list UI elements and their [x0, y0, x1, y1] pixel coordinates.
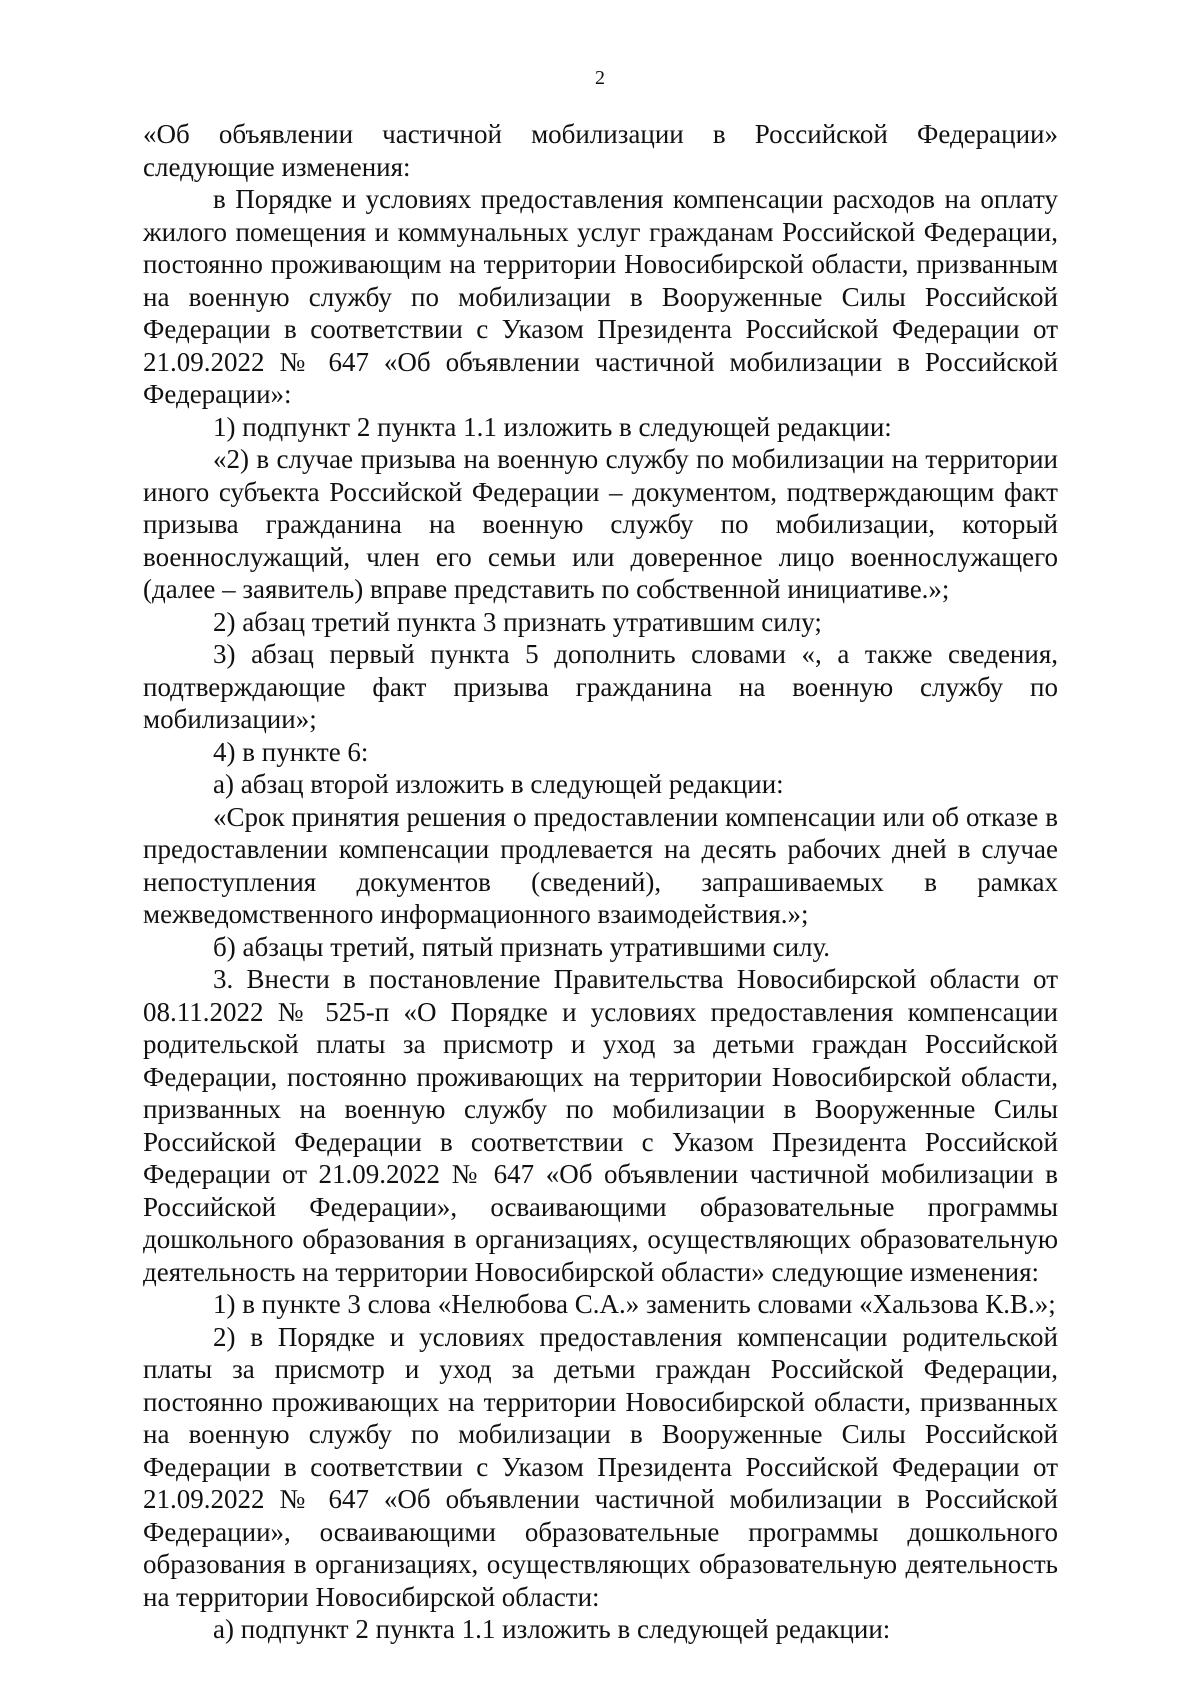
paragraph: 2) абзац третий пункта 3 признать утратившим силу;	[213, 606, 822, 637]
paragraph: «2) в случае призыва на военную службу по мобилизации на территории иного субъекта Российской Федерации – документом, подтверждающим факт призыва гражданина на военную службу по мобилизации, который военнослужащий, член его семьи или доверенное лицо военнослужащего (далее – заявитель) вправе представить по собственной инициативе.»;	[143, 444, 1058, 604]
document-body	[143, 118, 1058, 1646]
page-number: 2	[595, 67, 605, 89]
paragraph: а) абзац второй изложить в следующей редакции:	[213, 769, 784, 799]
paragraph: «Об объявлении частичной мобилизации в Российской Федерации» следующие изменения:	[143, 119, 1058, 182]
paragraph: «Срок принятия решения о предоставлении компенсации или об отказе в предоставлении компенсации продлевается на десять рабочих дней в случае непоступления документов (сведений), запрашиваемых в рамках межведомственного информационного взаимодействия.»;	[143, 801, 1058, 929]
paragraph: а) подпункт 2 пункта 1.1 изложить в следующей редакции:	[213, 1614, 891, 1644]
paragraph: 1) подпункт 2 пункта 1.1 изложить в следующей редакции:	[213, 411, 892, 442]
paragraph: 4) в пункте 6:	[213, 736, 369, 767]
paragraph: в Порядке и условиях предоставления компенсации расходов на оплату жилого помещения и коммунальных услуг гражданам Российской Федерации, постоянно проживающим на территории Новосибирской области, призванным на военную службу по мобилизации в Вооруженные Силы Российской Федерации в соответствии с Указом Президента Российской Федерации от 21.09.2022 № 647 «Об объявлении частичной мобилизации в Российской Федерации»:	[143, 184, 1058, 409]
paragraph: 3) абзац первый пункта 5 дополнить словами «, а также сведения, подтверждающие факт призыва гражданина на военную службу по мобилизации»;	[143, 639, 1058, 734]
paragraph: 3. Внести в постановление Правительства Новосибирской области от 08.11.2022 № 525-п «О Порядке и условиях предоставления компенсации родительской платы за присмотр и уход за детьми граждан Российской Федерации, постоянно проживающих на территории Новосибирской области, призванных на военную службу по мобилизации в Вооруженные Силы Российской Федерации в соответствии с Указом Президента Российской Федерации от 21.09.2022 № 647 «Об объявлении частичной мобилизации в Российской Федерации», осваивающими образовательные программы дошкольного образования в организациях, осуществляющих образовательную деятельность на территории Новосибирской области» следующие изменения:	[143, 964, 1058, 1287]
paragraph: 2) в Порядке и условиях предоставления компенсации родительской платы за присмотр и уход за детьми граждан Российской Федерации, постоянно проживающих на территории Новосибирской области, призванных на военную службу по мобилизации в Вооруженные Силы Российской Федерации в соответствии с Указом Президента Российской Федерации от 21.09.2022 № 647 «Об объявлении частичной мобилизации в Российской Федерации», осваивающими образовательные программы дошкольного образования в организациях, осуществляющих образовательную деятельность на территории Новосибирской области:	[143, 1321, 1058, 1612]
paragraph: б) абзацы третий, пятый признать утратившими силу.	[213, 931, 831, 962]
paragraph: 1) в пункте 3 слова «Нелюбова С.А.» заменить словами «Хальзова К.В.»;	[213, 1289, 1056, 1319]
